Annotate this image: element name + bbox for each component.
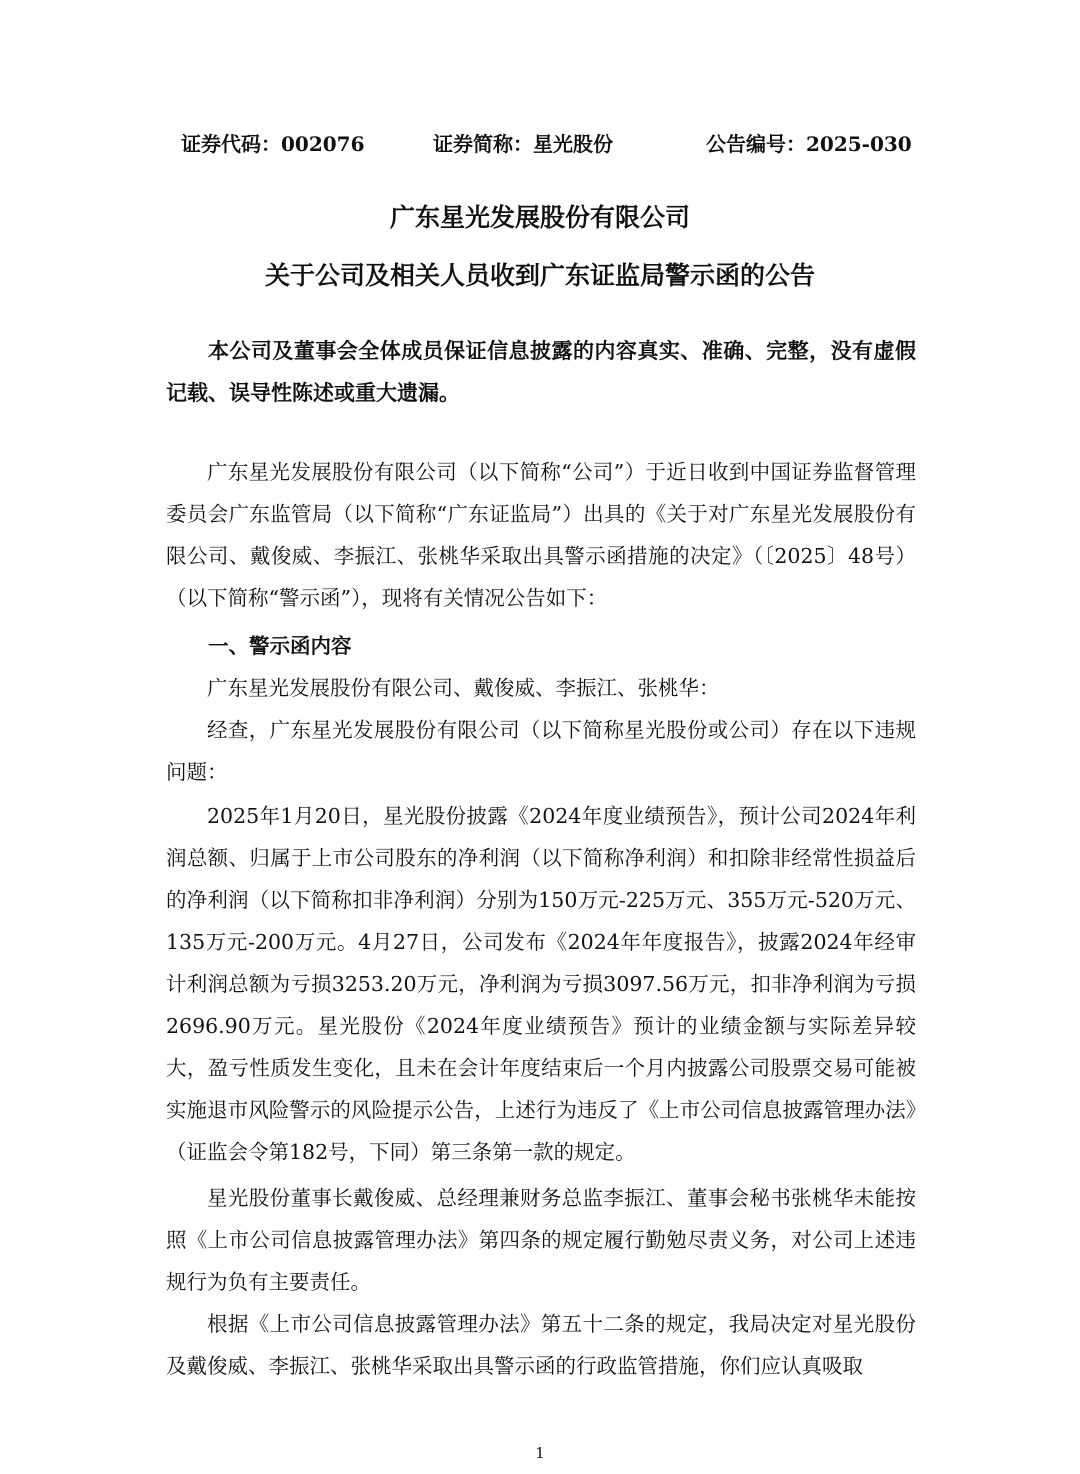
- decision-block: [166, 1303, 916, 1387]
- page-number: 1: [535, 1444, 545, 1462]
- stock-short-name: 证券简称：星光股份: [433, 132, 613, 156]
- board-statement-text: 本公司及董事会全体成员保证信息披露的内容真实、准确、完整，没有虚假记载、误导性陈述或重大遗漏。: [166, 339, 916, 405]
- notice-number: 公告编号：2025-030: [706, 132, 912, 156]
- section-heading-warning-letter: 一、警示函内容: [208, 634, 352, 658]
- addressees-paragraph: 广东星光发展股份有限公司、戴俊威、李振江、张桃华：: [207, 676, 720, 700]
- company-title: 广东星光发展股份有限公司: [389, 203, 690, 232]
- notice-title: 关于公司及相关人员收到广东证监局警示函的公告: [264, 261, 815, 290]
- responsibility-paragraph: 星光股份董事长戴俊威、总经理兼财务总监李振江、董事会秘书张桃华未能按照《上市公司信息披露管理办法》第四条的规定履行勤勉尽责义务，对公司上述违规行为负有主要责任。: [166, 1186, 916, 1294]
- intro-paragraph-block: [166, 451, 916, 619]
- board-statement: [166, 330, 916, 414]
- decision-paragraph: 根据《上市公司信息披露管理办法》第五十二条的规定，我局决定对星光股份及戴俊威、李振江、张桃华采取出具警示函的行政监管措施，你们应认真吸取: [166, 1312, 916, 1378]
- intro-paragraph: 广东星光发展股份有限公司（以下简称“公司”）于近日收到中国证券监督管理委员会广东监管局（以下简称“广东证监局”）出具的《关于对广东星光发展股份有限公司、戴俊威、李振江、张桃华采取出具警示函措施的决定》（〔2025〕48号）（以下简称“警示函”），现将有关情况公告如下：: [166, 460, 916, 610]
- finding-detail-paragraph: 2025年1月20日，星光股份披露《2024年度业绩预告》，预计公司2024年利润总额、归属于上市公司股东的净利润（以下简称净利润）和扣除非经常性损益后的净利润（以下简称扣非净利润）分别为150万元-225万元、355万元-520万元、135万元-200万元。4月27日，公司发布《2024年年度报告》，披露2024年经审计利润总额为亏损3253.20万元，净利润为亏损3097.56万元，扣非净利润为亏损2696.90万元。星光股份《2024年度业绩预告》预计的业绩金额与实际差异较大，盈亏性质发生变化，且未在会计年度结束后一个月内披露公司股票交易可能被实施退市风险警示的风险提示公告，上述行为违反了《上市公司信息披露管理办法》（证监会令第182号，下同）第三条第一款的规定。: [166, 804, 916, 1164]
- finding-intro-paragraph: 经查，广东星光发展股份有限公司（以下简称星光股份或公司）存在以下违规问题：: [166, 718, 916, 784]
- stock-code: 证券代码：002076: [181, 132, 365, 156]
- letter-opening-block: [166, 667, 916, 793]
- document-header: [0, 128, 1080, 158]
- finding-detail-block: [166, 795, 916, 1173]
- responsibility-block: [166, 1177, 916, 1303]
